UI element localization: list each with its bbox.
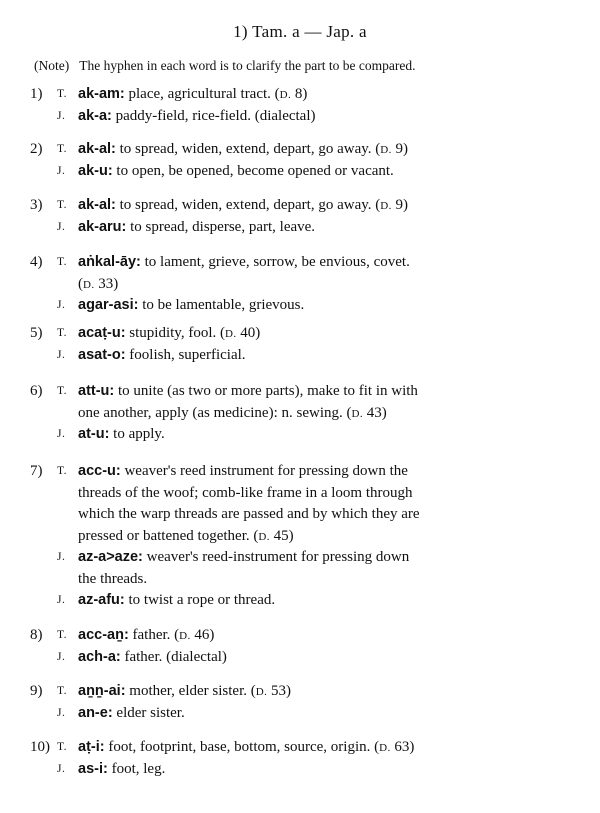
- continuation-line: [0, 274, 600, 296]
- language-tag: T.: [57, 199, 68, 211]
- definition: weaver's reed instrument for pressing down the: [124, 463, 408, 479]
- headword: aṉṉ-ai:: [78, 683, 126, 699]
- headword: ak-a:: [78, 107, 112, 124]
- language-tag: J.: [57, 428, 66, 440]
- japanese-text: [78, 547, 409, 569]
- headword: as-i:: [78, 760, 108, 777]
- entry: [0, 625, 600, 668]
- language-tag: J.: [57, 220, 66, 233]
- japanese-line: [0, 547, 600, 569]
- japanese-line: [0, 345, 600, 367]
- tamil-line: [0, 737, 600, 759]
- definition: to spread, widen, extend, depart, go away. (: [119, 197, 381, 213]
- language-tag: T.: [57, 385, 68, 397]
- language-tag: J.: [57, 164, 66, 177]
- language-tag: T.: [57, 256, 68, 268]
- headword: aṭ-i:: [78, 739, 105, 755]
- language-tag: J.: [57, 348, 66, 361]
- japanese-line: [0, 106, 600, 128]
- definition: pressed or battened together. (: [78, 527, 259, 544]
- japanese-line: [0, 647, 600, 669]
- headword: ak-am:: [78, 86, 125, 102]
- ref-number: 9): [391, 141, 408, 157]
- continuation-line: [0, 403, 600, 425]
- definition: elder sister.: [116, 704, 185, 721]
- definition: (: [78, 275, 83, 292]
- definition: foolish, superficial.: [129, 346, 246, 363]
- continuation-line: [0, 569, 600, 591]
- entry: [0, 252, 600, 317]
- japanese-text: [78, 106, 316, 128]
- ref-label: D.: [83, 278, 95, 291]
- ref-label: D.: [225, 328, 237, 340]
- ref-label: D.: [351, 407, 363, 420]
- headword: az-a>aze:: [78, 549, 143, 565]
- tamil-text: [78, 195, 408, 218]
- ref-number: 40): [236, 325, 261, 341]
- entry-number: 2): [30, 141, 43, 157]
- entry-number: 10): [30, 739, 50, 755]
- entry: [0, 195, 600, 238]
- language-tag: J.: [57, 551, 66, 563]
- entry-number: 6): [30, 383, 43, 399]
- language-tag: T.: [57, 685, 68, 697]
- definition: foot, leg.: [111, 760, 166, 777]
- note-label: (Note): [34, 58, 70, 73]
- definition: father. (: [132, 627, 180, 643]
- tamil-line: [0, 323, 600, 345]
- tamil-text: [78, 84, 307, 107]
- language-tag: J.: [57, 299, 66, 311]
- definition: stupidity, fool. (: [129, 325, 225, 341]
- headword: acaṭ-u:: [78, 325, 126, 341]
- definition: to lament, grieve, sorrow, be envious, covet.: [144, 254, 410, 270]
- tamil-text: [78, 625, 214, 648]
- language-tag: J.: [57, 650, 66, 663]
- headword: ak-al:: [78, 141, 116, 157]
- ref-number: 8): [291, 86, 308, 102]
- headword: asat-o:: [78, 346, 126, 363]
- japanese-text: [78, 295, 304, 317]
- headword: ach-a:: [78, 648, 121, 665]
- ref-number: 33): [94, 275, 119, 292]
- headword: az-afu:: [78, 592, 125, 608]
- tamil-text: [78, 461, 408, 483]
- japanese-text: [78, 424, 165, 446]
- definition: which the warp threads are passed and by which they are: [78, 506, 420, 522]
- continuation-text: [78, 504, 420, 526]
- continuation-text: [78, 526, 294, 549]
- entry-number: 4): [30, 254, 43, 270]
- entry: [0, 737, 600, 780]
- japanese-text: [78, 217, 315, 239]
- tamil-line: [0, 681, 600, 703]
- continuation-text: [78, 403, 387, 426]
- ref-label: D.: [379, 742, 391, 754]
- page-title: 1) Tam. a — Jap. a: [233, 22, 367, 41]
- japanese-line: [0, 217, 600, 239]
- definition: foot, footprint, base, bottom, source, origin. (: [108, 739, 380, 755]
- headword: att-u:: [78, 383, 115, 399]
- headword: an-e:: [78, 704, 113, 721]
- definition: to be lamentable, grievous.: [142, 297, 305, 313]
- language-tag: J.: [57, 594, 66, 606]
- language-tag: T.: [57, 143, 68, 155]
- ref-label: D.: [258, 530, 270, 543]
- definition: to spread, widen, extend, depart, go away. (: [119, 141, 381, 157]
- ref-label: D.: [255, 686, 268, 698]
- definition: mother, elder sister. (: [129, 683, 256, 699]
- headword: at-u:: [78, 426, 110, 442]
- entry-number: 7): [30, 463, 43, 479]
- japanese-line: [0, 161, 600, 183]
- entry-number: 3): [30, 197, 43, 213]
- definition: weaver's reed-instrument for pressing down: [146, 549, 410, 565]
- japanese-line: [0, 424, 600, 446]
- tamil-text: [78, 252, 410, 274]
- ref-label: D.: [279, 89, 292, 101]
- headword: ak-aru:: [78, 218, 127, 235]
- entry: [0, 323, 600, 366]
- definition: paddy-field, rice-field. (dialectal): [115, 107, 316, 124]
- japanese-line: [0, 703, 600, 725]
- definition: one another, apply (as medicine): n. sewing. (: [78, 404, 352, 421]
- definition: to open, be opened, become opened or vacant.: [116, 162, 394, 179]
- ref-number: 53): [267, 683, 291, 699]
- headword: agar-asi:: [78, 297, 139, 313]
- headword: ak-al:: [78, 197, 116, 213]
- tamil-text: [78, 381, 418, 403]
- tamil-line: [0, 625, 600, 647]
- tamil-text: [78, 681, 291, 704]
- language-tag: T.: [57, 465, 68, 477]
- japanese-line: [0, 295, 600, 317]
- entry: [0, 381, 600, 446]
- japanese-text: [78, 759, 165, 781]
- entry: [0, 139, 600, 182]
- entry: [0, 681, 600, 724]
- tamil-line: [0, 84, 600, 106]
- ref-number: 46): [190, 627, 215, 643]
- headword: acc-aṉ:: [78, 627, 129, 643]
- entry: [0, 84, 600, 127]
- tamil-text: [78, 737, 414, 760]
- definition: father. (dialectal): [124, 648, 227, 665]
- japanese-text: [78, 345, 246, 367]
- japanese-text: [78, 703, 185, 725]
- continuation-text: the threads.: [78, 570, 148, 587]
- language-tag: J.: [57, 706, 66, 719]
- ref-number: 43): [362, 404, 387, 421]
- continuation-text: [78, 274, 118, 297]
- continuation-text: [78, 483, 413, 505]
- language-tag: T.: [57, 88, 68, 100]
- language-tag: J.: [57, 109, 66, 122]
- definition: to twist a rope or thread.: [128, 592, 276, 608]
- definition: to apply.: [113, 426, 165, 442]
- tamil-text: [78, 139, 408, 162]
- tamil-line: [0, 195, 600, 217]
- continuation-line: [0, 526, 600, 548]
- headword: aṅkal-āy:: [78, 254, 141, 270]
- ref-label: D.: [179, 630, 191, 642]
- tamil-line: [0, 252, 600, 274]
- entry-number: 1): [30, 86, 43, 102]
- tamil-text: [78, 323, 260, 346]
- ref-label: D.: [380, 144, 392, 156]
- language-tag: T.: [57, 327, 68, 339]
- headword: acc-u:: [78, 463, 121, 479]
- ref-label: D.: [380, 200, 392, 212]
- tamil-line: [0, 381, 600, 403]
- continuation-line: [0, 504, 600, 526]
- japanese-text: [78, 161, 394, 183]
- entry-number: 5): [30, 325, 43, 341]
- entry-number: 8): [30, 627, 43, 643]
- definition: threads of the woof; comb-like frame in a loom through: [78, 484, 413, 501]
- continuation-line: [0, 483, 600, 505]
- ref-number: 9): [391, 197, 408, 213]
- ref-number: 63): [390, 739, 415, 755]
- entry-number: 9): [30, 683, 43, 699]
- japanese-text: [78, 590, 275, 612]
- language-tag: J.: [57, 762, 66, 775]
- japanese-text: [78, 647, 227, 669]
- entry: [0, 461, 600, 612]
- definition: to unite (as two or more parts), make to fit in with: [118, 383, 418, 399]
- note: [34, 58, 574, 74]
- language-tag: T.: [57, 741, 68, 753]
- definition: to spread, disperse, part, leave.: [130, 218, 316, 235]
- japanese-line: [0, 590, 600, 612]
- note-text: The hyphen in each word is to clarify the part to be compared.: [79, 58, 416, 73]
- definition: place, agricultural tract. (: [128, 86, 280, 102]
- headword: ak-u:: [78, 162, 113, 179]
- tamil-line: [0, 461, 600, 483]
- language-tag: T.: [57, 629, 68, 641]
- tamil-line: [0, 139, 600, 161]
- japanese-line: [0, 759, 600, 781]
- ref-number: 45): [269, 527, 294, 544]
